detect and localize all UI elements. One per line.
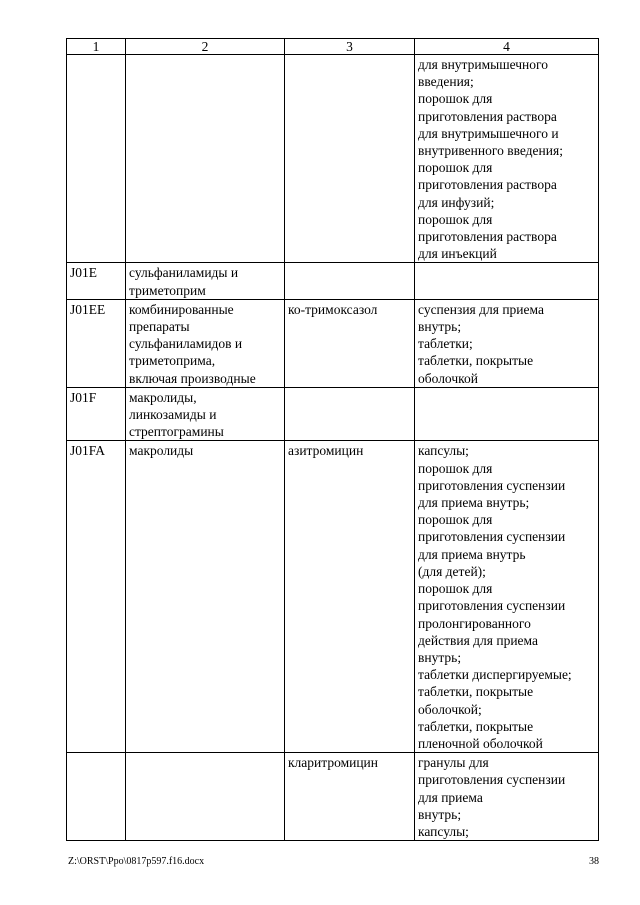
table-row: [67, 753, 599, 841]
drug-name-cell: [285, 299, 415, 387]
footer-file-path: Z:\ORST\Ppo\0817p597.f16.docx: [68, 856, 205, 867]
table-row: [67, 299, 599, 387]
cell-line: азитромицин: [288, 443, 364, 459]
cell-line: пролонгированного: [418, 615, 531, 631]
table-row: [67, 263, 599, 299]
table-row: [67, 55, 599, 263]
cell-line: действия для приема: [418, 632, 538, 648]
cell-line: введения;: [418, 74, 474, 90]
cell-line: кларитромицин: [288, 755, 379, 771]
cell-line: препараты: [129, 319, 190, 335]
cell-line: сульфаниламидов и: [129, 336, 243, 352]
cell-line: капсулы;: [418, 823, 469, 839]
cell-line: для внутримышечного и: [418, 125, 559, 141]
column-header-4: 4: [415, 39, 599, 55]
cell-line: приготовления суспензии: [418, 477, 566, 493]
table-row: [67, 387, 599, 441]
dosage-forms-cell: [415, 263, 599, 299]
cell-line: оболочкой: [418, 370, 478, 386]
atc-code-cell: [67, 753, 126, 841]
drug-classification-table: [66, 38, 599, 841]
cell-line: сульфаниламиды и: [129, 265, 239, 281]
cell-line: J01FA: [70, 443, 106, 459]
cell-line: J01E: [70, 265, 97, 281]
cell-line: для инъекций: [418, 246, 497, 262]
group-name-cell: [126, 299, 285, 387]
dosage-forms-cell: [415, 387, 599, 441]
drug-name-cell: [285, 753, 415, 841]
atc-code-cell: [67, 55, 126, 263]
cell-line: порошок для: [418, 512, 493, 528]
cell-line: приготовления суспензии: [418, 529, 566, 545]
cell-line: приготовления раствора: [418, 229, 557, 245]
atc-code-cell: [67, 299, 126, 387]
atc-code-cell: [67, 263, 126, 299]
drug-name-cell: [285, 441, 415, 753]
cell-line: стрептограмины: [129, 424, 224, 440]
cell-line: ко-тримоксазол: [288, 301, 378, 317]
cell-line: гранулы для: [418, 755, 489, 771]
cell-line: J01F: [70, 389, 97, 405]
group-name-cell: [126, 753, 285, 841]
cell-line: линкозамиды и: [129, 407, 217, 423]
cell-line: порошок для: [418, 460, 493, 476]
cell-line: приготовления раствора: [418, 108, 557, 124]
drug-name-cell: [285, 387, 415, 441]
cell-line: триметоприм: [129, 282, 206, 298]
dosage-forms-cell: [415, 753, 599, 841]
cell-line: таблетки, покрытые: [418, 353, 534, 369]
cell-line: порошок для: [418, 160, 493, 176]
cell-line: внутрь;: [418, 319, 462, 335]
dosage-forms-cell: [415, 55, 599, 263]
cell-line: таблетки;: [418, 336, 473, 352]
atc-code-cell: [67, 387, 126, 441]
cell-line: для приема: [418, 789, 483, 805]
cell-line: комбинированные: [129, 301, 234, 317]
drug-name-cell: [285, 263, 415, 299]
group-name-cell: [126, 55, 285, 263]
cell-line: внутривенного введения;: [418, 143, 563, 159]
atc-code-cell: [67, 441, 126, 753]
dosage-forms-cell: [415, 299, 599, 387]
cell-line: макролиды: [129, 443, 194, 459]
table-header-row: [67, 39, 599, 55]
cell-line: триметоприма,: [129, 353, 216, 369]
cell-line: для приема внутрь: [418, 546, 526, 562]
cell-line: таблетки диспергируемые;: [418, 667, 572, 683]
drug-name-cell: [285, 55, 415, 263]
group-name-cell: [126, 387, 285, 441]
cell-line: внутрь;: [418, 806, 462, 822]
cell-line: капсулы;: [418, 443, 469, 459]
footer-page-number: 38: [589, 856, 599, 867]
dosage-forms-cell: [415, 441, 599, 753]
cell-line: для приема внутрь;: [418, 495, 530, 511]
cell-line: оболочкой;: [418, 701, 482, 717]
column-header-2: 2: [126, 39, 285, 55]
cell-line: таблетки, покрытые: [418, 684, 534, 700]
cell-line: J01EE: [70, 301, 106, 317]
cell-line: для инфузий;: [418, 194, 495, 210]
cell-line: пленочной оболочкой: [418, 735, 543, 751]
cell-line: (для детей);: [418, 563, 486, 579]
cell-line: внутрь;: [418, 649, 462, 665]
cell-line: приготовления суспензии: [418, 598, 566, 614]
group-name-cell: [126, 441, 285, 753]
cell-line: включая производные: [129, 370, 256, 386]
cell-line: для внутримышечного: [418, 57, 548, 72]
group-name-cell: [126, 263, 285, 299]
cell-line: порошок для: [418, 91, 493, 107]
column-header-3: 3: [285, 39, 415, 55]
cell-line: приготовления раствора: [418, 177, 557, 193]
table-row: [67, 441, 599, 753]
cell-line: порошок для: [418, 581, 493, 597]
cell-line: таблетки, покрытые: [418, 718, 534, 734]
cell-line: суспензия для приема: [418, 301, 544, 317]
cell-line: макролиды,: [129, 389, 197, 405]
cell-line: порошок для: [418, 211, 493, 227]
cell-line: приготовления суспензии: [418, 772, 566, 788]
column-header-1: 1: [67, 39, 126, 55]
